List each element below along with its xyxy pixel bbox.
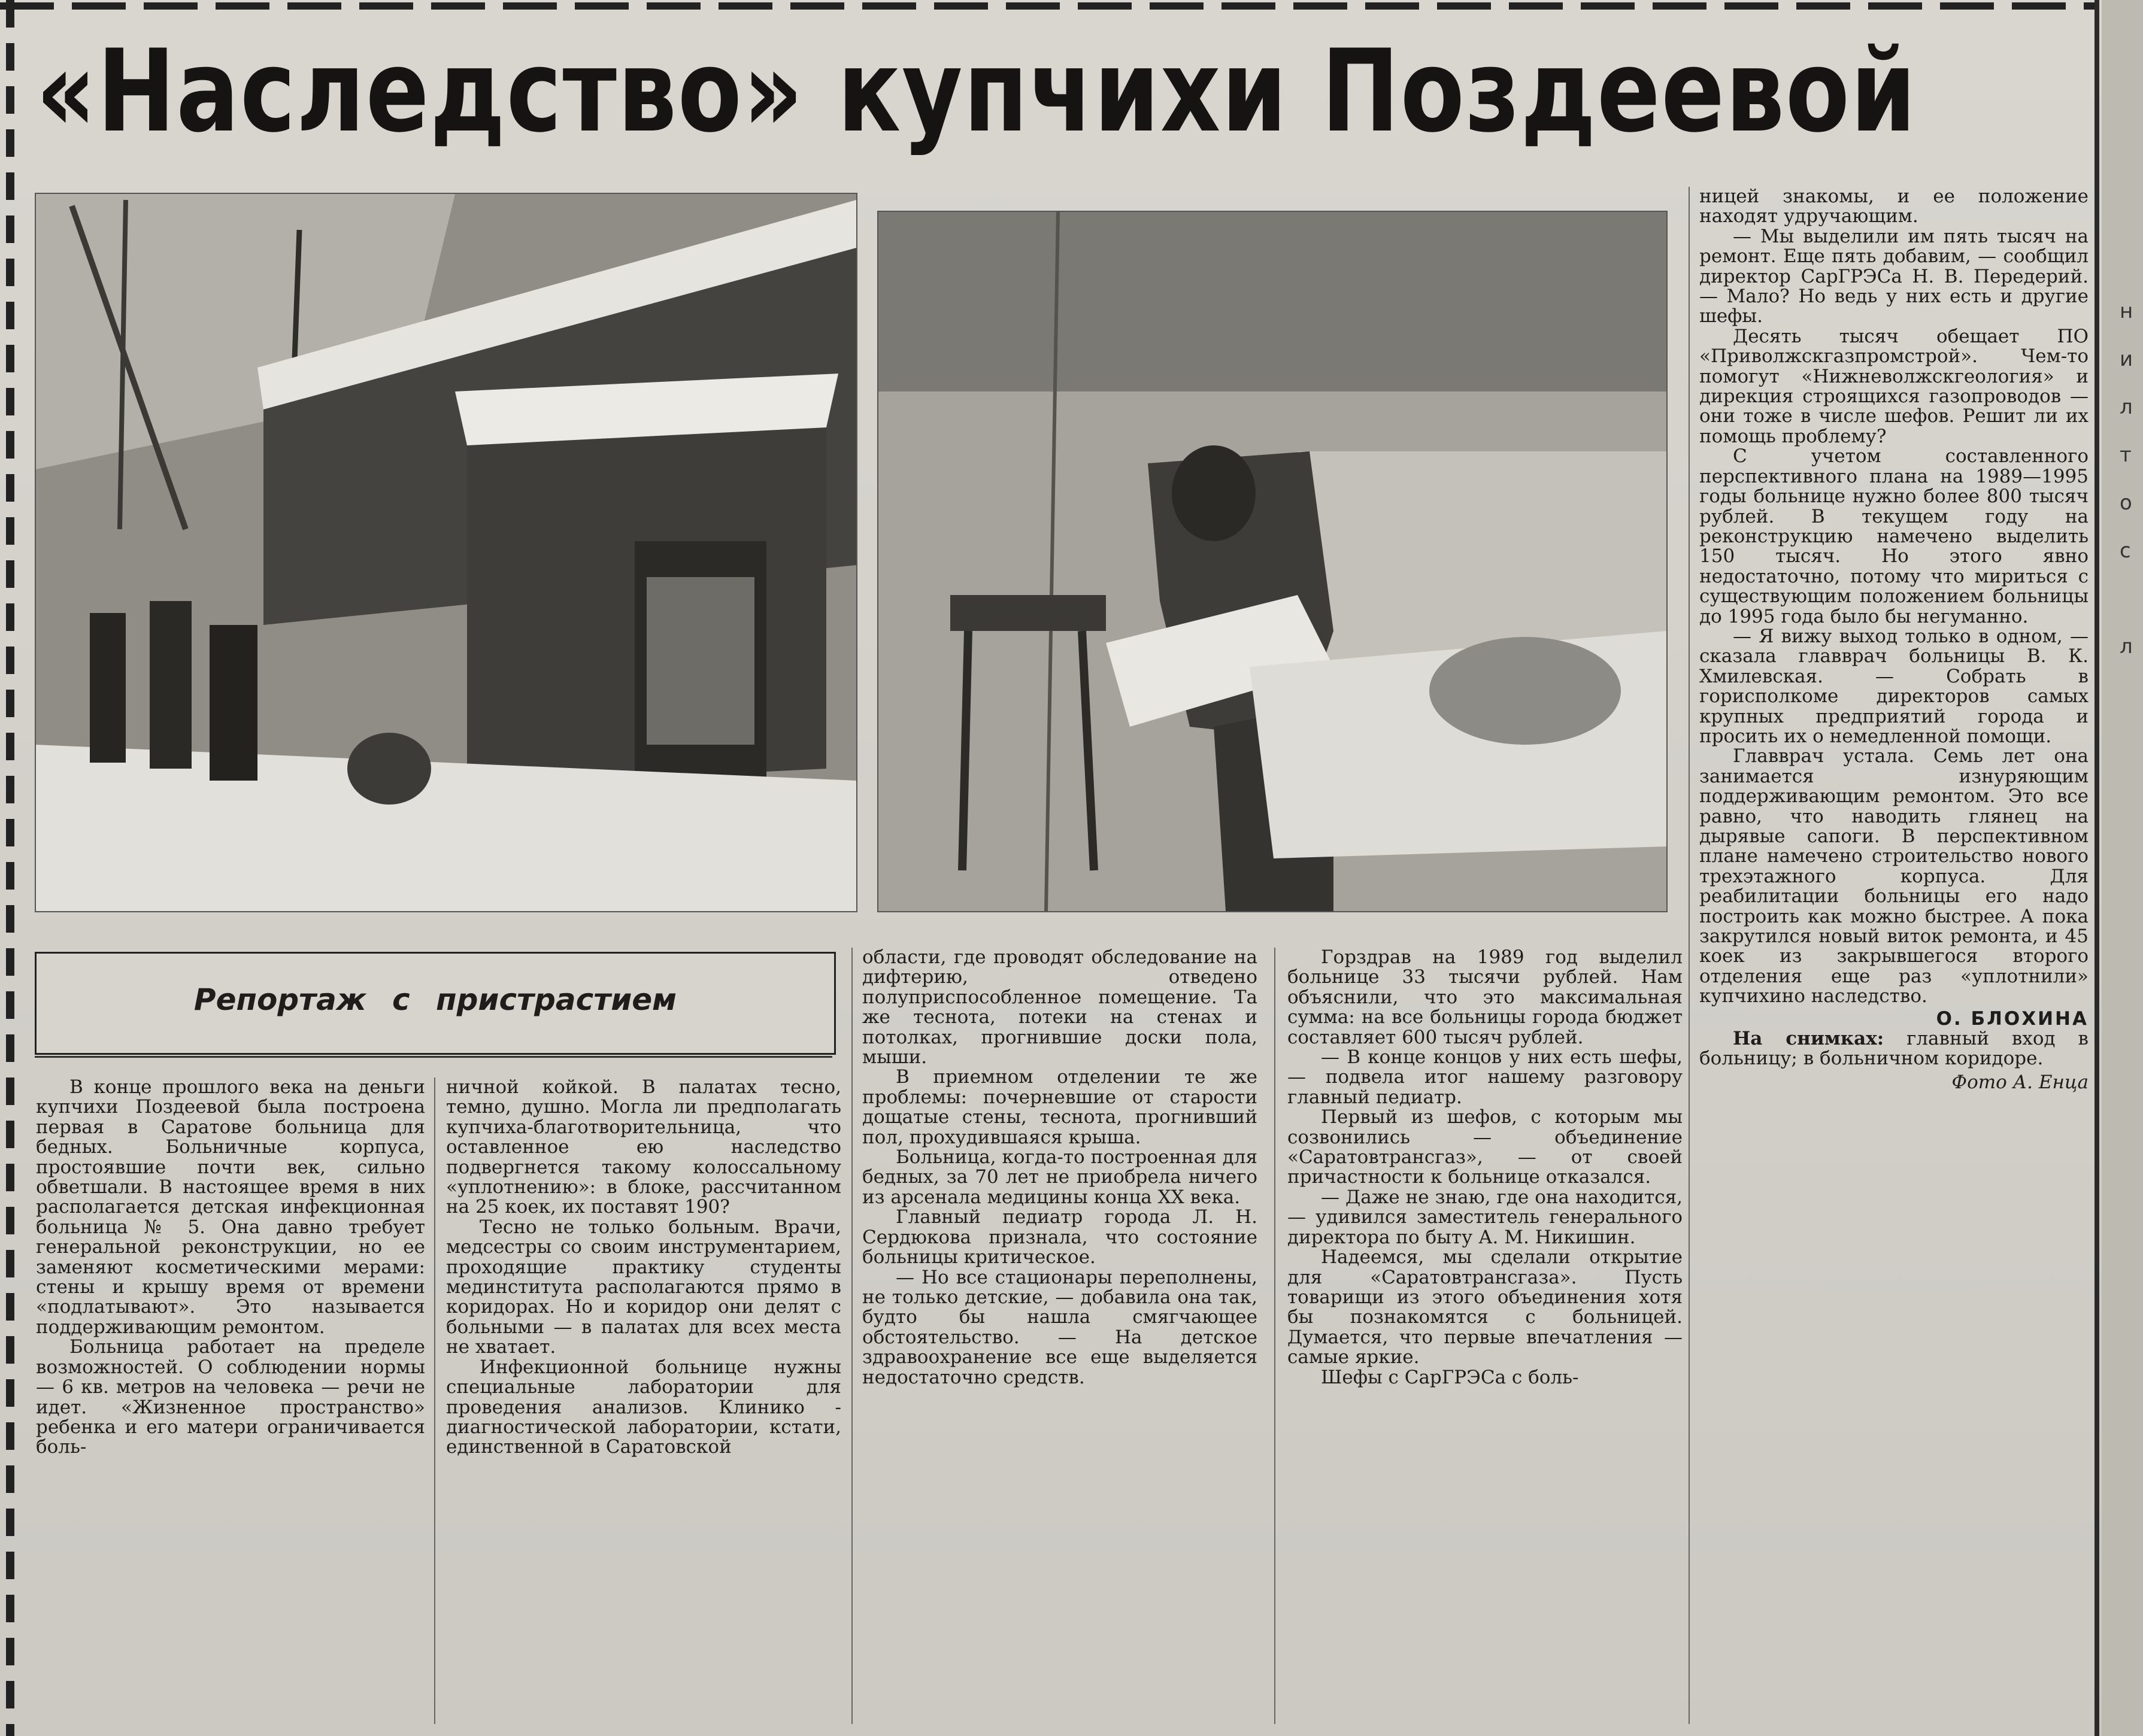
rubric-underline [35, 1056, 832, 1058]
paragraph: Десять тысяч обещает ПО «Приволжскгазпромстрой». Чем-то помогут «Нижневолжскгеология» и дирекция строящихся газопроводов — они тоже в числе шефов. Решит ли их помощь проблему? [1699, 325, 2089, 447]
edge-fragment: о [2120, 491, 2132, 515]
paragraph: В конце прошлого века на деньги купчихи Поздеевой была построена первая в Саратове больница для бедных. Больничные корпуса, простоявшие почти век, сильно обветшали. В настоящее время в них располагается детская инфекционная больница № 5. Она давно требует генеральной реконструкции, но ее заменяют косметическими мерами: стены и крышу время от времени «подлатывают». Это называется поддерживающим ремонтом. [36, 1076, 425, 1338]
edge-fragment: л [2120, 395, 2133, 419]
paragraph: — Но все стационары переполнены, не только детские, — добавила она так, будто бы нашла смягчающее обстоятельство. — На детское здравоохранение все еще выделяется недостаточно средств. [862, 1266, 1257, 1388]
paragraph: области, где проводят обследование на дифтерию, отведено полуприспособленное помещение. Та же теснота, потеки на стенах и потолках, прогнившие доски пола, мыши. [862, 946, 1257, 1069]
photo-credit: Фото А. Енца [1951, 1071, 2089, 1093]
right-border [2094, 0, 2099, 1736]
article-column-1 [36, 1078, 425, 1458]
adjacent-article-edge [2102, 0, 2143, 1736]
rubric-label: Репортаж с пристрастием [193, 982, 677, 1017]
top-border [0, 2, 2096, 10]
article-headline: «Наследство» купчихи Поздеевой [36, 25, 1917, 157]
paragraph: Больница работает на пределе возможностей. О соблюдении нормы — 6 кв. метров на человека — речи не идет. «Жизненное пространство» ребенка и его матери ограничивается боль- [36, 1336, 425, 1458]
paragraph: — Мы выделили им пять тысяч на ремонт. Еще пять добавим, — сообщил директор СарГРЭСа Н. В. Передерий. — Мало? Но ведь у них есть и другие шефы. [1699, 225, 2089, 327]
paragraph: Больница, когда-то построенная для бедных, за 70 лет не приобрела ничего из арсенала медицины конца XX века. [862, 1146, 1257, 1208]
paragraph: Надеемся, мы сделали открытие для «Саратовтрансгаза». Пусть товарищи из этого объединения хотя бы познакомятся с больницей. Думается, что первые впечатления — самые яркие. [1287, 1246, 1683, 1368]
rubric-box [35, 952, 836, 1055]
edge-fragment: т [2120, 443, 2132, 467]
paragraph: Главный педиатр города Л. Н. Сердюкова признала, что состояние больницы критическое. [862, 1206, 1257, 1268]
caption-lead: На снимках: [1733, 1028, 1884, 1050]
column-divider [851, 948, 853, 1724]
article-column-3 [862, 948, 1257, 1388]
hospital-entrance-photo [35, 193, 857, 912]
column-divider [1274, 948, 1275, 1724]
edge-fragment: и [2120, 347, 2133, 371]
paragraph: Главврач устала. Семь лет она занимается изнуряющим поддерживающим ремонтом. Это все равно, что наводить глянец на дырявые сапоги. В перспективном плане намечено строительство нового трехэтажного корпуса. Для реабилитации больницы его надо построить как можно быстрее. А пока закрутился новый виток ремонта, и 45 коек из закрывшегося второго отделения еще раз «уплотнили» купчихино наследство. [1699, 745, 2089, 1007]
paragraph: — В конце концов у них есть шефы, — подвела итог нашему разговору главный педиатр. [1287, 1046, 1683, 1108]
paragraph: С учетом составленного перспективного плана на 1989—1995 годы больнице нужно более 800 тысяч рублей. В текущем году на реконструкцию намечено выделить 150 тысяч. Но этого явно недостаточно, потому что мириться с существующим положением больницы до 1995 года было бы негуманно. [1699, 445, 2089, 627]
edge-fragment: л [2120, 635, 2133, 658]
paragraph: В приемном отделении те же проблемы: почерневшие от старости дощатые стены, теснота, прогнивший пол, прохудившаяся крыша. [862, 1066, 1257, 1148]
paragraph: ничной койкой. В палатах тесно, темно, душно. Могла ли предполагать купчиха-благотворительница, что оставленное ею наследство подвергнется такому колоссальному «уплотнению»: в блоке, рассчитанном на 25 коек, их поставят 190? [446, 1076, 841, 1218]
caption-text: главный вход в больницу; в больничном коридоре. [1699, 1028, 2089, 1070]
column-divider [1689, 187, 1690, 1724]
paragraph: Горздрав на 1989 год выделил больнице 33 тысячи рублей. Нам объяснили, что это максимальная сумма: на все больницы города бюджет составляет 600 тысяч рублей. [1287, 946, 1683, 1048]
article-column-4 [1287, 948, 1683, 1388]
paragraph: Первый из шефов, с которым мы созвонились — объединение «Саратовтрансгаз», — от своей причастности к больнице отказался. [1287, 1106, 1683, 1188]
article-column-5 [1699, 187, 2089, 1092]
left-dashed-border [6, 0, 14, 1736]
paragraph: ницей знакомы, и ее положение находят удручающим. [1699, 186, 2089, 227]
article-column-2 [446, 1078, 841, 1458]
author-signature: О. БЛОХИНА [1936, 1007, 2089, 1030]
paragraph: — Я вижу выход только в одном, — сказала главврач больницы В. К. Хмилевская. — Собрать в горисполкоме директоров самых крупных предприятий города и просить их о немедленной помощи. [1699, 625, 2089, 747]
paragraph: — Даже не знаю, где она находится, — удивился заместитель генерального директора по быту А. М. Никишин. [1287, 1186, 1683, 1248]
edge-fragment: с [2120, 539, 2131, 563]
hospital-corridor-photo [877, 211, 1668, 912]
edge-fragment: н [2120, 299, 2133, 323]
column-divider [434, 1078, 435, 1724]
paragraph: Инфекционной больнице нужны специальные лаборатории для проведения анализов. Клинико - диагностической лаборатории, кстати, единственной в Саратовской [446, 1356, 841, 1458]
photo-caption [1699, 1029, 2089, 1069]
paragraph: Тесно не только больным. Врачи, медсестры со своим инструментарием, проходящие практику студенты мединститута располагаются прямо в коридорах. Но и коридор они делят с больными — в палатах для всех места не хватает. [446, 1216, 841, 1358]
paragraph: Шефы с СарГРЭСа с боль- [1321, 1366, 1579, 1388]
